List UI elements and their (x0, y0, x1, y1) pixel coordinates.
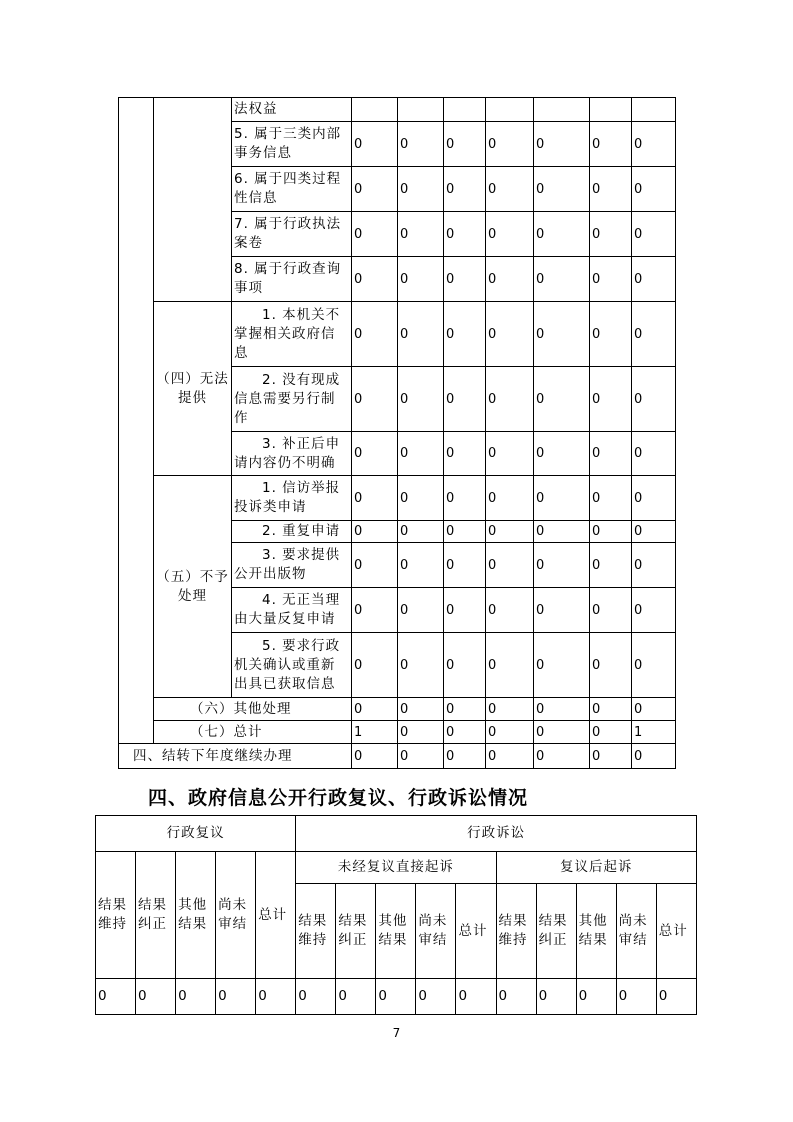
value-cell: 0 (398, 167, 444, 212)
litigation-col-header: 尚未审结 (416, 884, 456, 979)
value-cell: 0 (486, 367, 534, 432)
value-cell: 0 (590, 257, 632, 302)
row-label: 1. 信访举报投诉类申请 (232, 476, 352, 521)
value-cell: 0 (398, 698, 444, 721)
value-cell: 0 (96, 979, 136, 1015)
value-cell: 0 (352, 257, 398, 302)
row-label: 8. 属于行政查询事项 (232, 257, 352, 302)
value-cell: 0 (256, 979, 296, 1015)
value-cell: 0 (534, 698, 590, 721)
row-label: 3. 补正后申请内容仍不明确 (232, 432, 352, 476)
value-cell: 0 (632, 744, 676, 769)
reconsideration-col-header: 其他结果 (176, 852, 216, 979)
value-cell: 0 (216, 979, 256, 1015)
value-cell: 0 (632, 698, 676, 721)
value-cell: 0 (632, 588, 676, 633)
row-label: 1. 本机关不掌握相关政府信息 (232, 302, 352, 367)
litigation-col-header: 结果维持 (296, 884, 336, 979)
value-cell: 0 (590, 302, 632, 367)
value-cell (486, 98, 534, 122)
value-cell: 0 (352, 588, 398, 633)
value-cell: 0 (590, 721, 632, 744)
litigation-col-header: 总计 (456, 884, 496, 979)
row-label: （六）其他处理 (154, 698, 352, 721)
value-cell: 0 (398, 633, 444, 698)
litigation-col-header: 总计 (656, 884, 696, 979)
value-cell: 0 (352, 543, 398, 588)
value-cell (632, 98, 676, 122)
reconsideration-col-header: 尚未审结 (216, 852, 256, 979)
value-cell: 0 (590, 521, 632, 543)
indent-cell (119, 98, 154, 744)
value-cell: 0 (486, 721, 534, 744)
value-cell: 0 (632, 257, 676, 302)
category-cell (154, 98, 232, 302)
application-handling-table (118, 97, 676, 769)
value-cell: 0 (486, 212, 534, 257)
row-label: （七）总计 (154, 721, 352, 744)
value-cell: 0 (534, 588, 590, 633)
value-cell: 0 (352, 476, 398, 521)
value-cell: 0 (336, 979, 376, 1015)
value-cell (444, 98, 486, 122)
row-label: 法权益 (232, 98, 352, 122)
value-cell: 0 (534, 167, 590, 212)
value-cell: 0 (398, 122, 444, 167)
value-cell: 0 (444, 633, 486, 698)
value-cell: 0 (444, 698, 486, 721)
value-cell: 0 (444, 367, 486, 432)
litigation-col-header: 其他结果 (576, 884, 616, 979)
value-cell: 0 (352, 432, 398, 476)
value-cell: 0 (398, 744, 444, 769)
value-cell: 0 (398, 302, 444, 367)
value-cell: 0 (486, 543, 534, 588)
value-cell: 0 (136, 979, 176, 1015)
value-cell: 0 (444, 212, 486, 257)
value-cell: 0 (352, 698, 398, 721)
value-cell: 0 (416, 979, 456, 1015)
value-cell: 0 (590, 633, 632, 698)
value-cell: 0 (486, 698, 534, 721)
value-cell: 0 (352, 122, 398, 167)
value-cell: 0 (486, 257, 534, 302)
value-cell: 0 (398, 588, 444, 633)
value-cell: 0 (486, 633, 534, 698)
direct-suit-header: 未经复议直接起诉 (296, 852, 496, 884)
page-number: 7 (392, 1026, 401, 1040)
value-cell: 0 (444, 588, 486, 633)
value-cell: 0 (534, 257, 590, 302)
value-cell (534, 98, 590, 122)
value-cell: 0 (534, 302, 590, 367)
reconsideration-col-header: 结果纠正 (136, 852, 176, 979)
value-cell: 0 (486, 302, 534, 367)
row-label: 四、结转下年度继续办理 (119, 744, 352, 769)
value-cell: 0 (486, 744, 534, 769)
value-cell: 0 (590, 543, 632, 588)
value-cell: 0 (534, 543, 590, 588)
value-cell: 0 (534, 633, 590, 698)
reconsideration-col-header: 总计 (256, 852, 296, 979)
row-label: 2. 没有现成信息需要另行制作 (232, 367, 352, 432)
value-cell: 0 (576, 979, 616, 1015)
value-cell: 0 (534, 721, 590, 744)
litigation-col-header: 其他结果 (376, 884, 416, 979)
value-cell: 0 (590, 698, 632, 721)
value-cell: 0 (534, 122, 590, 167)
value-cell: 0 (632, 476, 676, 521)
value-cell: 0 (444, 122, 486, 167)
value-cell: 0 (632, 633, 676, 698)
value-cell: 0 (590, 744, 632, 769)
value-cell: 0 (632, 122, 676, 167)
value-cell: 0 (352, 167, 398, 212)
value-cell: 0 (632, 302, 676, 367)
group-label: （五）不予处理 (154, 476, 232, 698)
value-cell: 0 (656, 979, 696, 1015)
value-cell: 0 (534, 367, 590, 432)
value-cell: 0 (444, 521, 486, 543)
value-cell: 0 (534, 744, 590, 769)
value-cell: 0 (398, 257, 444, 302)
value-cell: 0 (590, 367, 632, 432)
value-cell: 0 (444, 476, 486, 521)
value-cell: 0 (632, 212, 676, 257)
value-cell: 0 (176, 979, 216, 1015)
value-cell: 0 (486, 122, 534, 167)
row-label: 3. 要求提供公开出版物 (232, 543, 352, 588)
row-label: 4. 无正当理由大量反复申请 (232, 588, 352, 633)
group-label: （四）无法提供 (154, 302, 232, 476)
row-label: 7. 属于行政执法案卷 (232, 212, 352, 257)
value-cell: 0 (352, 367, 398, 432)
value-cell: 0 (486, 521, 534, 543)
value-cell: 0 (486, 432, 534, 476)
value-cell (352, 98, 398, 122)
value-cell: 0 (352, 521, 398, 543)
value-cell: 0 (398, 212, 444, 257)
value-cell (590, 98, 632, 122)
value-cell: 0 (456, 979, 496, 1015)
value-cell: 0 (444, 257, 486, 302)
value-cell: 0 (352, 744, 398, 769)
litigation-col-header: 结果纠正 (336, 884, 376, 979)
after-reconsideration-header: 复议后起诉 (496, 852, 696, 884)
value-cell: 0 (352, 302, 398, 367)
value-cell: 0 (398, 367, 444, 432)
value-cell: 0 (534, 432, 590, 476)
value-cell: 0 (632, 432, 676, 476)
row-label: 2. 重复申请 (232, 521, 352, 543)
value-cell: 0 (376, 979, 416, 1015)
row-label: 5. 属于三类内部事务信息 (232, 122, 352, 167)
value-cell: 0 (444, 302, 486, 367)
value-cell: 0 (616, 979, 656, 1015)
row-label: 6. 属于四类过程性信息 (232, 167, 352, 212)
value-cell: 0 (444, 432, 486, 476)
review-litigation-table (95, 815, 697, 1015)
value-cell: 0 (444, 167, 486, 212)
value-cell: 0 (398, 543, 444, 588)
value-cell: 0 (486, 167, 534, 212)
value-cell: 0 (534, 476, 590, 521)
value-cell: 0 (398, 476, 444, 521)
value-cell: 0 (296, 979, 336, 1015)
value-cell: 0 (444, 721, 486, 744)
value-cell: 0 (352, 212, 398, 257)
value-cell: 0 (534, 212, 590, 257)
value-cell: 0 (486, 476, 534, 521)
value-cell: 0 (444, 543, 486, 588)
section-heading: 四、政府信息公开行政复议、行政诉讼情况 (148, 787, 529, 809)
value-cell: 0 (590, 588, 632, 633)
reconsideration-col-header: 结果维持 (96, 852, 136, 979)
value-cell: 0 (590, 476, 632, 521)
reconsideration-header: 行政复议 (96, 816, 296, 852)
value-cell: 0 (590, 122, 632, 167)
value-cell: 0 (632, 521, 676, 543)
value-cell: 1 (632, 721, 676, 744)
value-cell: 0 (398, 521, 444, 543)
value-cell: 0 (590, 432, 632, 476)
value-cell: 0 (590, 212, 632, 257)
value-cell: 0 (486, 588, 534, 633)
value-cell: 0 (352, 633, 398, 698)
value-cell: 0 (632, 367, 676, 432)
value-cell: 0 (590, 167, 632, 212)
value-cell: 0 (444, 744, 486, 769)
value-cell: 0 (496, 979, 536, 1015)
value-cell: 0 (398, 721, 444, 744)
value-cell: 0 (632, 543, 676, 588)
litigation-col-header: 结果维持 (496, 884, 536, 979)
row-label: 5. 要求行政机关确认或重新出具已获取信息 (232, 633, 352, 698)
value-cell: 0 (534, 521, 590, 543)
value-cell: 0 (536, 979, 576, 1015)
value-cell: 0 (398, 432, 444, 476)
litigation-col-header: 尚未审结 (616, 884, 656, 979)
litigation-header: 行政诉讼 (296, 816, 697, 852)
value-cell (398, 98, 444, 122)
litigation-col-header: 结果纠正 (536, 884, 576, 979)
value-cell: 0 (632, 167, 676, 212)
value-cell: 1 (352, 721, 398, 744)
